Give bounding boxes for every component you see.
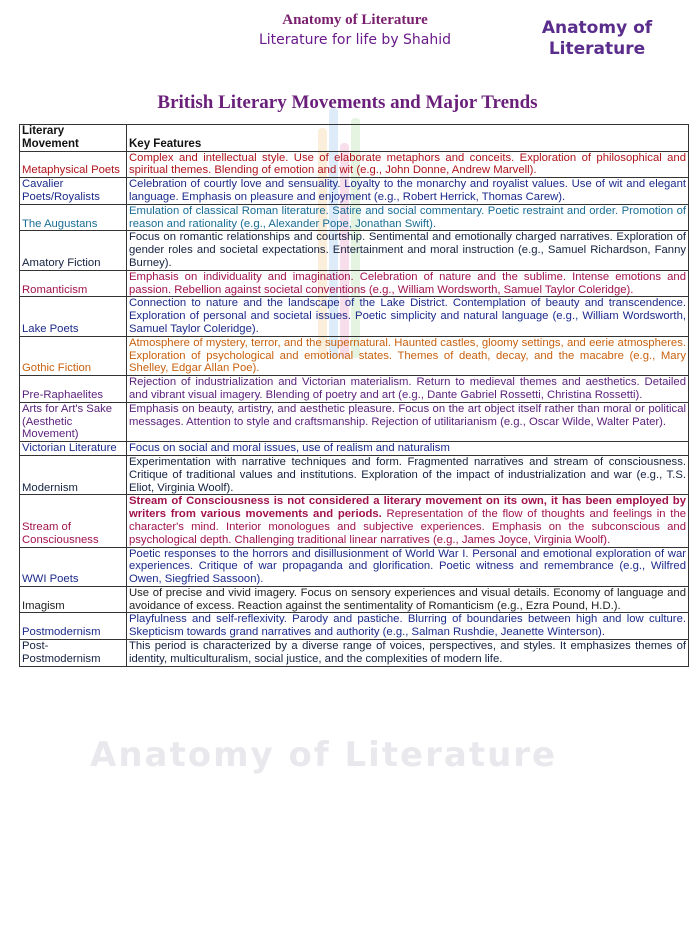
movement-name: Postmodernism: [20, 613, 127, 640]
table-body: [20, 151, 689, 666]
header-features: Key Features: [127, 125, 689, 152]
movement-features: Poetic responses to the horrors and disillusionment of World War I. Personal and emotional exploration of war experiences. Critique of war propaganda and glorification. Poetic witness and remembrance (e.g., Wilfred Owen, Siegfried Sassoon).: [127, 547, 689, 586]
table-row: [20, 547, 689, 586]
table-row: [20, 231, 689, 270]
table-row: [20, 442, 689, 456]
movement-name: Imagism: [20, 586, 127, 613]
logo-line-2: Literature: [548, 39, 646, 59]
movement-features: Playfulness and self-reflexivity. Parody and pastiche. Blurring of boundaries between high and low culture. Skepticism towards grand narratives and authority (e.g., Salman Rushdie, Jeanette Winterson).: [127, 613, 689, 640]
features-text: Representation of the flow of thoughts and feelings in the character's mind. Interior monologues and subjective experiences. Emphasis on the subconscious and psychological depth. Challenging traditional linear narratives (e.g., James Joyce, Virginia Woolf).: [129, 508, 687, 546]
movement-name: WWI Poets: [20, 547, 127, 586]
header-movement: Literary Movement: [20, 125, 127, 152]
watermark-text: Anatomy of Literature: [90, 735, 558, 775]
movement-features: Celebration of courtly love and sensuality. Loyalty to the monarchy and royalist values. Use of wit and elegant language. Emphasis on pleasure and enjoyment (e.g., Robert Herrick, Thomas Carew).: [127, 178, 689, 205]
table-row: [20, 402, 689, 441]
table-row: [20, 586, 689, 613]
movement-features: Rejection of industrialization and Victorian materialism. Return to medieval themes and aesthetics. Detailed and vibrant visual imagery. Blending of poetry and art (e.g., Dante Gabriel Rossetti, Christina Rossetti).: [127, 376, 689, 403]
brand-logo: [522, 18, 672, 60]
movement-name: Cavalier Poets/Royalists: [20, 178, 127, 205]
movement-name: Stream of Consciousness: [20, 495, 127, 547]
movement-features: Use of precise and vivid imagery. Focus on sensory experiences and visual details. Economy of language and avoidance of excess. Reaction against the sentimentality of Romanticism (e.g., Ezra Pound, H.D.).: [127, 586, 689, 613]
table-row: [20, 455, 689, 494]
movement-features: Emphasis on beauty, artistry, and aesthetic pleasure. Focus on the art object itself rather than moral or political messages. Attention to style and craftsmanship. Rejection of utilitarianism (e.g., Oscar Wilde, Walter Pater).: [127, 402, 689, 441]
movements-table: [19, 124, 689, 667]
movement-features: This period is characterized by a diverse range of voices, perspectives, and styles. It emphasizes themes of identity, multiculturalism, social justice, and the complexities of modern life.: [127, 640, 689, 667]
movement-name: Modernism: [20, 455, 127, 494]
table-row: [20, 270, 689, 297]
table-row: [20, 204, 689, 231]
movement-name: Amatory Fiction: [20, 231, 127, 270]
movement-name: Post-Postmodernism: [20, 640, 127, 667]
page-title: British Literary Movements and Major Trends: [157, 92, 538, 113]
site-title: Anatomy of Literature: [282, 12, 428, 28]
movement-features: [127, 495, 689, 547]
site-header: [250, 10, 460, 50]
movement-features: Focus on social and moral issues, use of realism and naturalism: [127, 442, 689, 456]
movement-name: Metaphysical Poets: [20, 151, 127, 178]
movement-name: Romanticism: [20, 270, 127, 297]
movement-name: The Augustans: [20, 204, 127, 231]
movement-name: Lake Poets: [20, 297, 127, 336]
table-row: [20, 336, 689, 375]
table-row: [20, 376, 689, 403]
table-row: [20, 495, 689, 547]
movement-name: Gothic Fiction: [20, 336, 127, 375]
movement-features: Experimentation with narrative techniques and form. Fragmented narratives and stream of consciousness. Critique of traditional values and institutions. Exploration of the impact of industrialization and war (e.g., T.S. Eliot, Virginia Woolf).: [127, 455, 689, 494]
table-row: [20, 613, 689, 640]
movement-features: Complex and intellectual style. Use of elaborate metaphors and conceits. Exploration of philosophical and spiritual themes. Blending of emotion and wit (e.g., John Donne, Andrew Marvell).: [127, 151, 689, 178]
movement-features: Emulation of classical Roman literature. Satire and social commentary. Poetic restraint and order. Promotion of reason and rationality (e.g., Alexander Pope, Jonathan Swift).: [127, 204, 689, 231]
movement-name: Pre-Raphaelites: [20, 376, 127, 403]
site-subtitle: Literature for life by Shahid: [258, 32, 452, 48]
movement-features: Atmosphere of mystery, terror, and the supernatural. Haunted castles, gloomy settings, and eerie atmospheres. Exploration of psychological and emotional states. Themes of death, decay, and the macabre (e.g., Mary Shelley, Edgar Allan Poe).: [127, 336, 689, 375]
table-row: [20, 151, 689, 178]
table-row: [20, 178, 689, 205]
logo-line-1: Anatomy of: [541, 18, 653, 38]
table-row: [20, 640, 689, 667]
movement-features: Emphasis on individuality and imagination. Celebration of nature and the sublime. Intense emotions and passion. Rebellion against societal conventions (e.g., William Wordsworth, Samuel Taylor Coleridge).: [127, 270, 689, 297]
features-bold-lead: Stream of Consciousness is not considered a literary movement on its own, it has been employed by writers from various movements and periods.: [129, 495, 686, 521]
movement-name: Victorian Literature: [20, 442, 127, 456]
movement-features: Connection to nature and the landscape of the Lake District. Contemplation of beauty and transcendence. Exploration of personal and societal issues. Poetic simplicity and natural language (e.g., William Wordsworth, Samuel Taylor Coleridge).: [127, 297, 689, 336]
movement-name: Arts for Art's Sake (Aesthetic Movement): [20, 402, 127, 441]
table-header-row: [20, 125, 689, 152]
movement-features: Focus on romantic relationships and courtship. Sentimental and emotionally charged narratives. Exploration of gender roles and societal expectations. Entertainment and moral instruction (e.g., Samuel Richardson, Fanny Burney).: [127, 231, 689, 270]
table-row: [20, 297, 689, 336]
